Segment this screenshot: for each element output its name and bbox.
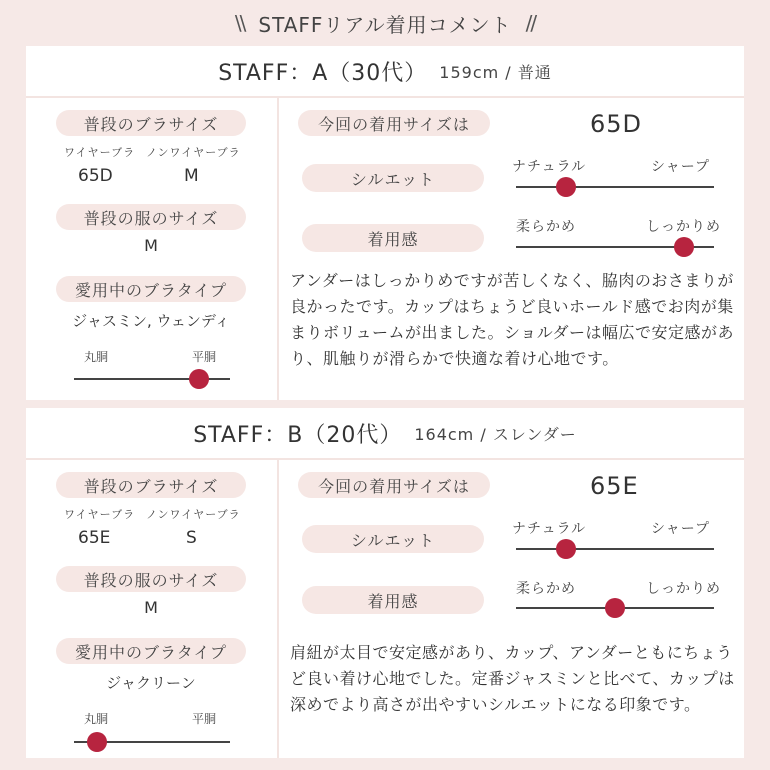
body-shape-slider (74, 378, 230, 380)
page-title: STAFFリアル着用コメント (258, 12, 512, 37)
slider-dot (87, 732, 107, 752)
current-size-label: 今回の着用サイズは (298, 472, 490, 498)
staff-a-title (26, 46, 744, 98)
wire-bra-value: 65E (78, 528, 111, 548)
fit-slider (516, 246, 714, 248)
staff-b-comment: 肩紐が太目で安定感があり、カップ、アンダーともにちょうど良い着け心地でした。定番ジャスミンと比べて、カップは深めでより高さが出やすいシルエットになる印象です。 (290, 643, 735, 714)
usual-clothes-size-value: M (144, 236, 158, 255)
fit-left-label: 柔らかめ (516, 581, 576, 597)
slider-dot (556, 539, 576, 559)
slider-dot (674, 237, 694, 257)
header-slash-right: // (525, 11, 536, 35)
silhouette-right-label: シャープ (651, 521, 711, 537)
fav-bra-type-value: ジャスミン, ウェンディ (72, 312, 230, 330)
current-size-label: 今回の着用サイズは (298, 110, 490, 136)
current-size-value: 65E (590, 472, 639, 500)
silhouette-slider (516, 548, 714, 550)
body-right-label: 平胴 (192, 350, 217, 364)
silhouette-right-label: シャープ (651, 159, 711, 175)
silhouette-left-label: ナチュラル (512, 521, 587, 537)
body-left-label: 丸胴 (84, 350, 109, 364)
fit-slider (516, 607, 714, 609)
page-header (0, 0, 770, 46)
silhouette-label: シルエット (302, 164, 484, 192)
usual-clothes-size-label: 普段の服のサイズ (56, 204, 246, 230)
nonwire-bra-value: S (186, 528, 197, 548)
wire-bra-label: ワイヤーブラ (64, 508, 136, 521)
slider-dot (556, 177, 576, 197)
staff-a-comment: アンダーはしっかりめですが苦しくなく、脇肉のおさまりが良かったです。カップはちょうど良いホールド感でお肉が集まりボリュームが出ました。ショルダーは幅広で安定感があり、肌触りが滑らかで快適な着け心地です。 (290, 271, 735, 368)
silhouette-left-label: ナチュラル (512, 159, 587, 175)
fit-right-label: しっかりめ (646, 581, 721, 597)
wire-bra-value: 65D (78, 166, 113, 186)
nonwire-bra-label: ノンワイヤーブラ (146, 146, 241, 159)
body-right-label: 平胴 (192, 712, 217, 726)
staff-a-meta: 159cm / 普通 (439, 62, 552, 82)
fav-bra-type-label: 愛用中のブラタイプ (56, 276, 246, 302)
usual-clothes-size-label: 普段の服のサイズ (56, 566, 246, 592)
staff-b-meta: 164cm / スレンダー (414, 424, 577, 444)
header-slash-left: \\ (234, 11, 245, 35)
fit-label: 着用感 (302, 586, 484, 614)
staff-b-title (26, 408, 744, 460)
usual-clothes-size-value: M (144, 598, 158, 617)
body-shape-slider (74, 741, 230, 743)
fit-left-label: 柔らかめ (516, 219, 576, 235)
wire-bra-label: ワイヤーブラ (64, 146, 136, 159)
staff-a-card (26, 46, 744, 400)
column-divider (277, 98, 279, 400)
column-divider (277, 460, 279, 758)
staff-b-name: STAFF：B（20代） (193, 422, 403, 448)
fav-bra-type-label: 愛用中のブラタイプ (56, 638, 246, 664)
staff-a-name: STAFF：A（30代） (218, 60, 428, 86)
silhouette-label: シルエット (302, 525, 484, 553)
fit-label: 着用感 (302, 224, 484, 252)
slider-dot (605, 598, 625, 618)
nonwire-bra-value: M (184, 166, 199, 186)
fit-right-label: しっかりめ (646, 219, 721, 235)
usual-bra-size-label: 普段のブラサイズ (56, 472, 246, 498)
silhouette-slider (516, 186, 714, 188)
fav-bra-type-value: ジャクリーン (106, 674, 196, 692)
nonwire-bra-label: ノンワイヤーブラ (146, 508, 241, 521)
usual-bra-size-label: 普段のブラサイズ (56, 110, 246, 136)
body-left-label: 丸胴 (84, 712, 109, 726)
slider-dot (189, 369, 209, 389)
current-size-value: 65D (590, 110, 643, 138)
staff-b-card (26, 408, 744, 758)
